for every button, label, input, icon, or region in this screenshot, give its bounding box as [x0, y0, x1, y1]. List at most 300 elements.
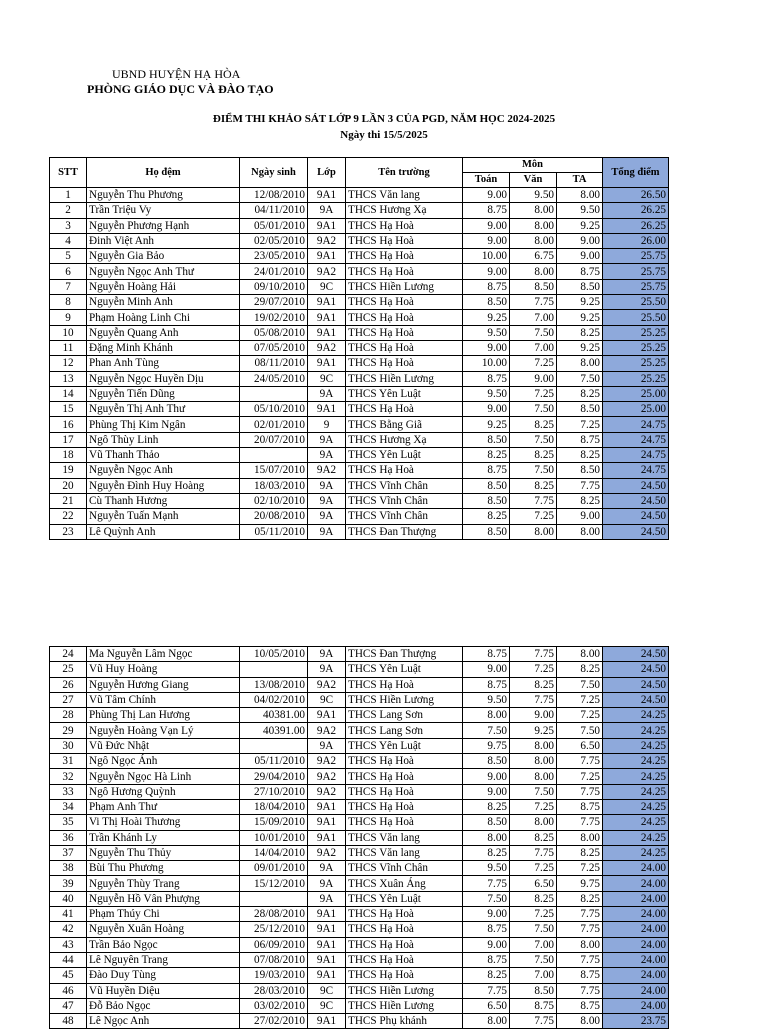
cell-literature: 8.00	[510, 815, 557, 830]
cell-name: Nguyễn Thị Anh Thư	[87, 402, 240, 417]
cell-class: 9A	[308, 647, 346, 662]
cell-total: 24.50	[603, 478, 669, 493]
cell-math: 8.00	[463, 830, 510, 845]
cell-school: THCS Hạ Hoà	[346, 769, 463, 784]
cell-stt: 10	[50, 325, 87, 340]
table-row	[50, 784, 669, 799]
cell-literature: 7.75	[510, 1014, 557, 1029]
cell-english: 7.75	[557, 754, 603, 769]
cell-math: 7.50	[463, 891, 510, 906]
cell-english: 8.75	[557, 998, 603, 1013]
cell-english: 9.00	[557, 249, 603, 264]
table-row	[50, 968, 669, 983]
table-row	[50, 233, 669, 248]
cell-stt: 40	[50, 891, 87, 906]
cell-literature: 9.25	[510, 723, 557, 738]
cell-math: 8.50	[463, 754, 510, 769]
cell-class: 9A	[308, 493, 346, 508]
cell-literature: 8.25	[510, 478, 557, 493]
table-row	[50, 738, 669, 753]
col-header-english: TA	[557, 173, 603, 188]
cell-math: 8.50	[463, 524, 510, 539]
table-row	[50, 218, 669, 233]
cell-name: Nguyễn Hoàng Hải	[87, 279, 240, 294]
cell-class: 9A1	[308, 708, 346, 723]
cell-literature: 8.50	[510, 279, 557, 294]
cell-english: 7.75	[557, 478, 603, 493]
col-header-subjects: Môn	[463, 158, 603, 173]
table-body-part2	[50, 647, 669, 1029]
cell-class: 9C	[308, 279, 346, 294]
cell-name: Phùng Thị Lan Hương	[87, 708, 240, 723]
cell-math: 8.25	[463, 799, 510, 814]
cell-dob: 29/04/2010	[240, 769, 308, 784]
cell-stt: 15	[50, 402, 87, 417]
cell-stt: 29	[50, 723, 87, 738]
cell-total: 24.75	[603, 463, 669, 478]
cell-total: 26.50	[603, 188, 669, 203]
cell-literature: 7.25	[510, 861, 557, 876]
cell-class: 9A1	[308, 815, 346, 830]
cell-literature: 7.75	[510, 647, 557, 662]
cell-dob: 28/08/2010	[240, 907, 308, 922]
col-header-school: Tên trường	[346, 158, 463, 188]
cell-school: THCS Lang Sơn	[346, 708, 463, 723]
cell-dob: 24/05/2010	[240, 371, 308, 386]
table-row	[50, 448, 669, 463]
cell-total: 24.25	[603, 815, 669, 830]
cell-dob: 29/07/2010	[240, 295, 308, 310]
cell-total: 24.00	[603, 891, 669, 906]
cell-stt: 42	[50, 922, 87, 937]
cell-literature: 7.50	[510, 432, 557, 447]
cell-math: 8.75	[463, 952, 510, 967]
cell-name: Nguyễn Thùy Trang	[87, 876, 240, 891]
cell-school: THCS Hiền Lương	[346, 692, 463, 707]
cell-english: 7.25	[557, 692, 603, 707]
cell-english: 8.00	[557, 1014, 603, 1029]
cell-stt: 48	[50, 1014, 87, 1029]
cell-class: 9A1	[308, 922, 346, 937]
cell-english: 7.75	[557, 952, 603, 967]
scores-table-part1	[49, 157, 669, 540]
cell-math: 8.75	[463, 279, 510, 294]
cell-literature: 8.25	[510, 677, 557, 692]
cell-name: Phạm Thúy Chi	[87, 907, 240, 922]
col-header-stt: STT	[50, 158, 87, 188]
cell-class: 9A2	[308, 264, 346, 279]
cell-total: 25.25	[603, 325, 669, 340]
cell-stt: 31	[50, 754, 87, 769]
cell-literature: 6.50	[510, 876, 557, 891]
cell-dob: 15/12/2010	[240, 876, 308, 891]
cell-total: 25.00	[603, 402, 669, 417]
cell-name: Lê Quỳnh Anh	[87, 524, 240, 539]
cell-school: THCS Yên Luật	[346, 662, 463, 677]
cell-dob: 05/08/2010	[240, 325, 308, 340]
cell-total: 24.50	[603, 647, 669, 662]
cell-name: Nguyễn Ngọc Hà Linh	[87, 769, 240, 784]
cell-math: 8.50	[463, 493, 510, 508]
cell-name: Nguyễn Hương Giang	[87, 677, 240, 692]
cell-english: 8.25	[557, 891, 603, 906]
cell-math: 8.75	[463, 371, 510, 386]
col-header-dob: Ngày sinh	[240, 158, 308, 188]
cell-math: 9.00	[463, 907, 510, 922]
cell-stt: 14	[50, 386, 87, 401]
cell-class: 9A1	[308, 249, 346, 264]
cell-math: 8.75	[463, 677, 510, 692]
cell-total: 24.25	[603, 784, 669, 799]
cell-total: 25.50	[603, 310, 669, 325]
cell-literature: 9.00	[510, 708, 557, 723]
cell-class: 9A2	[308, 769, 346, 784]
cell-english: 9.00	[557, 233, 603, 248]
cell-name: Nguyễn Ngọc Huyền Dịu	[87, 371, 240, 386]
cell-dob: 20/08/2010	[240, 509, 308, 524]
cell-math: 8.00	[463, 1014, 510, 1029]
cell-stt: 19	[50, 463, 87, 478]
cell-school: THCS Hạ Hoà	[346, 356, 463, 371]
cell-english: 8.00	[557, 830, 603, 845]
cell-dob: 05/01/2010	[240, 218, 308, 233]
cell-stt: 9	[50, 310, 87, 325]
cell-total: 25.25	[603, 340, 669, 355]
cell-stt: 5	[50, 249, 87, 264]
cell-stt: 1	[50, 188, 87, 203]
cell-literature: 8.00	[510, 524, 557, 539]
col-header-literature: Văn	[510, 173, 557, 188]
cell-english: 9.75	[557, 876, 603, 891]
table-row	[50, 478, 669, 493]
cell-english: 9.25	[557, 310, 603, 325]
cell-dob: 09/01/2010	[240, 861, 308, 876]
table-row	[50, 295, 669, 310]
cell-english: 7.75	[557, 784, 603, 799]
cell-literature: 9.00	[510, 371, 557, 386]
cell-total: 25.25	[603, 371, 669, 386]
table-row	[50, 340, 669, 355]
cell-school: THCS Bằng Giã	[346, 417, 463, 432]
cell-total: 24.50	[603, 509, 669, 524]
cell-math: 7.75	[463, 983, 510, 998]
cell-math: 9.00	[463, 784, 510, 799]
cell-stt: 35	[50, 815, 87, 830]
cell-total: 24.00	[603, 998, 669, 1013]
cell-math: 9.00	[463, 937, 510, 952]
cell-math: 9.00	[463, 402, 510, 417]
cell-dob: 18/03/2010	[240, 478, 308, 493]
table-row	[50, 402, 669, 417]
cell-dob: 40391.00	[240, 723, 308, 738]
cell-stt: 37	[50, 845, 87, 860]
cell-math: 8.25	[463, 845, 510, 860]
cell-english: 8.25	[557, 448, 603, 463]
cell-name: Vũ Huyền Diệu	[87, 983, 240, 998]
cell-class: 9C	[308, 371, 346, 386]
cell-dob: 04/02/2010	[240, 692, 308, 707]
cell-literature: 7.25	[510, 386, 557, 401]
cell-stt: 34	[50, 799, 87, 814]
cell-dob	[240, 891, 308, 906]
cell-stt: 41	[50, 907, 87, 922]
cell-total: 24.00	[603, 861, 669, 876]
cell-total: 25.75	[603, 249, 669, 264]
table-row	[50, 356, 669, 371]
cell-name: Ma Nguyễn Lâm Ngọc	[87, 647, 240, 662]
document-title: ĐIỂM THI KHẢO SÁT LỚP 9 LẦN 3 CỦA PGD, NĂM HỌC 2024-2025	[212, 113, 556, 125]
cell-literature: 8.00	[510, 203, 557, 218]
cell-math: 9.25	[463, 310, 510, 325]
cell-school: THCS Hạ Hoà	[346, 815, 463, 830]
table-row	[50, 861, 669, 876]
table-row	[50, 325, 669, 340]
cell-dob: 02/01/2010	[240, 417, 308, 432]
cell-dob	[240, 662, 308, 677]
cell-english: 7.75	[557, 983, 603, 998]
cell-name: Phan Anh Tùng	[87, 356, 240, 371]
cell-english: 8.00	[557, 647, 603, 662]
cell-name: Ngô Hương Quỳnh	[87, 784, 240, 799]
cell-class: 9A2	[308, 233, 346, 248]
cell-class: 9A2	[308, 340, 346, 355]
cell-school: THCS Hạ Hoà	[346, 907, 463, 922]
cell-total: 24.25	[603, 723, 669, 738]
cell-dob: 04/11/2010	[240, 203, 308, 218]
cell-total: 24.75	[603, 432, 669, 447]
cell-english: 9.25	[557, 295, 603, 310]
cell-name: Cù Thanh Hương	[87, 493, 240, 508]
cell-english: 8.00	[557, 937, 603, 952]
cell-english: 7.50	[557, 677, 603, 692]
cell-dob: 07/05/2010	[240, 340, 308, 355]
cell-name: Phạm Hoàng Linh Chi	[87, 310, 240, 325]
cell-english: 8.75	[557, 264, 603, 279]
cell-math: 6.50	[463, 998, 510, 1013]
cell-dob: 15/07/2010	[240, 463, 308, 478]
cell-math: 8.75	[463, 203, 510, 218]
cell-dob: 27/02/2010	[240, 1014, 308, 1029]
table-row	[50, 677, 669, 692]
cell-dob: 03/02/2010	[240, 998, 308, 1013]
table-row	[50, 983, 669, 998]
cell-literature: 7.25	[510, 509, 557, 524]
cell-english: 8.50	[557, 463, 603, 478]
table-row	[50, 845, 669, 860]
cell-literature: 8.00	[510, 754, 557, 769]
cell-math: 10.00	[463, 356, 510, 371]
cell-class: 9A	[308, 876, 346, 891]
cell-literature: 8.75	[510, 998, 557, 1013]
cell-name: Nguyễn Minh Anh	[87, 295, 240, 310]
cell-literature: 7.50	[510, 463, 557, 478]
cell-math: 9.00	[463, 188, 510, 203]
cell-stt: 16	[50, 417, 87, 432]
cell-total: 25.00	[603, 386, 669, 401]
cell-name: Nguyễn Tuấn Mạnh	[87, 509, 240, 524]
cell-literature: 8.25	[510, 448, 557, 463]
cell-literature: 7.00	[510, 340, 557, 355]
cell-dob: 23/05/2010	[240, 249, 308, 264]
cell-literature: 9.50	[510, 188, 557, 203]
cell-name: Vũ Đức Nhật	[87, 738, 240, 753]
cell-total: 25.50	[603, 295, 669, 310]
table-row	[50, 891, 669, 906]
cell-english: 7.50	[557, 371, 603, 386]
cell-literature: 7.75	[510, 845, 557, 860]
cell-school: THCS Hạ Hoà	[346, 402, 463, 417]
table-row	[50, 493, 669, 508]
cell-name: Phùng Thị Kim Ngân	[87, 417, 240, 432]
cell-dob: 40381.00	[240, 708, 308, 723]
cell-school: THCS Hạ Hoà	[346, 799, 463, 814]
cell-math: 9.00	[463, 264, 510, 279]
cell-total: 24.00	[603, 907, 669, 922]
cell-dob: 27/10/2010	[240, 784, 308, 799]
cell-math: 9.50	[463, 325, 510, 340]
cell-total: 23.75	[603, 1014, 669, 1029]
cell-stt: 20	[50, 478, 87, 493]
cell-total: 24.50	[603, 662, 669, 677]
cell-class: 9A	[308, 662, 346, 677]
cell-english: 7.75	[557, 907, 603, 922]
cell-dob: 02/05/2010	[240, 233, 308, 248]
cell-school: THCS Hạ Hoà	[346, 784, 463, 799]
cell-literature: 8.00	[510, 738, 557, 753]
cell-math: 8.25	[463, 448, 510, 463]
cell-stt: 30	[50, 738, 87, 753]
cell-english: 9.25	[557, 340, 603, 355]
table-row	[50, 952, 669, 967]
cell-math: 9.50	[463, 692, 510, 707]
cell-math: 10.00	[463, 249, 510, 264]
cell-name: Nguyễn Ngọc Anh Thư	[87, 264, 240, 279]
cell-class: 9A	[308, 432, 346, 447]
cell-literature: 7.25	[510, 799, 557, 814]
cell-school: THCS Hạ Hoà	[346, 754, 463, 769]
cell-class: 9C	[308, 692, 346, 707]
cell-name: Bùi Thu Phương	[87, 861, 240, 876]
cell-school: THCS Vĩnh Chân	[346, 861, 463, 876]
cell-stt: 39	[50, 876, 87, 891]
table-row	[50, 907, 669, 922]
cell-stt: 18	[50, 448, 87, 463]
cell-school: THCS Xuân Áng	[346, 876, 463, 891]
cell-class: 9A	[308, 524, 346, 539]
cell-class: 9A1	[308, 402, 346, 417]
cell-dob: 15/09/2010	[240, 815, 308, 830]
cell-school: THCS Hiền Lương	[346, 983, 463, 998]
cell-school: THCS Hạ Hoà	[346, 295, 463, 310]
cell-english: 8.00	[557, 356, 603, 371]
cell-literature: 8.25	[510, 830, 557, 845]
cell-literature: 7.00	[510, 310, 557, 325]
cell-class: 9A	[308, 448, 346, 463]
cell-class: 9A2	[308, 677, 346, 692]
cell-name: Nguyễn Tiến Dũng	[87, 386, 240, 401]
cell-class: 9A1	[308, 937, 346, 952]
cell-dob: 10/01/2010	[240, 830, 308, 845]
cell-stt: 7	[50, 279, 87, 294]
cell-name: Vi Thị Hoài Thương	[87, 815, 240, 830]
cell-stt: 6	[50, 264, 87, 279]
cell-class: 9A1	[308, 356, 346, 371]
cell-name: Vũ Thanh Thảo	[87, 448, 240, 463]
table-row	[50, 998, 669, 1013]
cell-dob: 18/04/2010	[240, 799, 308, 814]
cell-total: 24.75	[603, 448, 669, 463]
cell-name: Trần Triệu Vy	[87, 203, 240, 218]
table-row	[50, 754, 669, 769]
cell-math: 9.00	[463, 218, 510, 233]
table-row	[50, 1014, 669, 1029]
exam-date: Ngày thi 15/5/2025	[340, 129, 428, 141]
cell-school: THCS Yên Luật	[346, 738, 463, 753]
cell-class: 9A1	[308, 830, 346, 845]
cell-math: 8.50	[463, 478, 510, 493]
cell-total: 24.00	[603, 937, 669, 952]
cell-name: Đào Duy Tùng	[87, 968, 240, 983]
cell-english: 8.75	[557, 432, 603, 447]
cell-school: THCS Hiền Lương	[346, 371, 463, 386]
cell-literature: 7.50	[510, 325, 557, 340]
cell-literature: 8.00	[510, 264, 557, 279]
cell-stt: 44	[50, 952, 87, 967]
cell-school: THCS Hạ Hoà	[346, 233, 463, 248]
cell-stt: 24	[50, 647, 87, 662]
cell-total: 24.25	[603, 738, 669, 753]
cell-total: 24.50	[603, 692, 669, 707]
cell-math: 8.50	[463, 432, 510, 447]
cell-school: THCS Hiền Lương	[346, 279, 463, 294]
cell-english: 7.25	[557, 861, 603, 876]
cell-literature: 8.50	[510, 983, 557, 998]
cell-school: THCS Hạ Hoà	[346, 264, 463, 279]
cell-total: 24.00	[603, 983, 669, 998]
cell-dob: 05/11/2010	[240, 524, 308, 539]
cell-literature: 7.25	[510, 662, 557, 677]
cell-math: 9.00	[463, 769, 510, 784]
cell-class: 9A	[308, 203, 346, 218]
cell-school: THCS Hạ Hoà	[346, 249, 463, 264]
cell-literature: 7.50	[510, 952, 557, 967]
table-row	[50, 310, 669, 325]
cell-math: 9.00	[463, 662, 510, 677]
cell-dob: 10/05/2010	[240, 647, 308, 662]
cell-math: 9.25	[463, 417, 510, 432]
cell-stt: 22	[50, 509, 87, 524]
cell-school: THCS Vĩnh Chân	[346, 509, 463, 524]
table-row	[50, 371, 669, 386]
cell-dob: 05/11/2010	[240, 754, 308, 769]
cell-name: Nguyễn Hồ Vân Phượng	[87, 891, 240, 906]
cell-english: 8.75	[557, 968, 603, 983]
cell-total: 25.25	[603, 356, 669, 371]
cell-school: THCS Hạ Hoà	[346, 310, 463, 325]
cell-school: THCS Văn lang	[346, 188, 463, 203]
col-header-total: Tổng điểm	[603, 158, 669, 188]
cell-name: Trần Bảo Ngọc	[87, 937, 240, 952]
cell-english: 8.50	[557, 402, 603, 417]
cell-total: 24.50	[603, 524, 669, 539]
cell-english: 8.75	[557, 799, 603, 814]
cell-literature: 7.25	[510, 907, 557, 922]
cell-literature: 7.75	[510, 493, 557, 508]
table-row	[50, 692, 669, 707]
cell-english: 9.00	[557, 509, 603, 524]
cell-total: 26.25	[603, 218, 669, 233]
cell-class: 9A2	[308, 845, 346, 860]
